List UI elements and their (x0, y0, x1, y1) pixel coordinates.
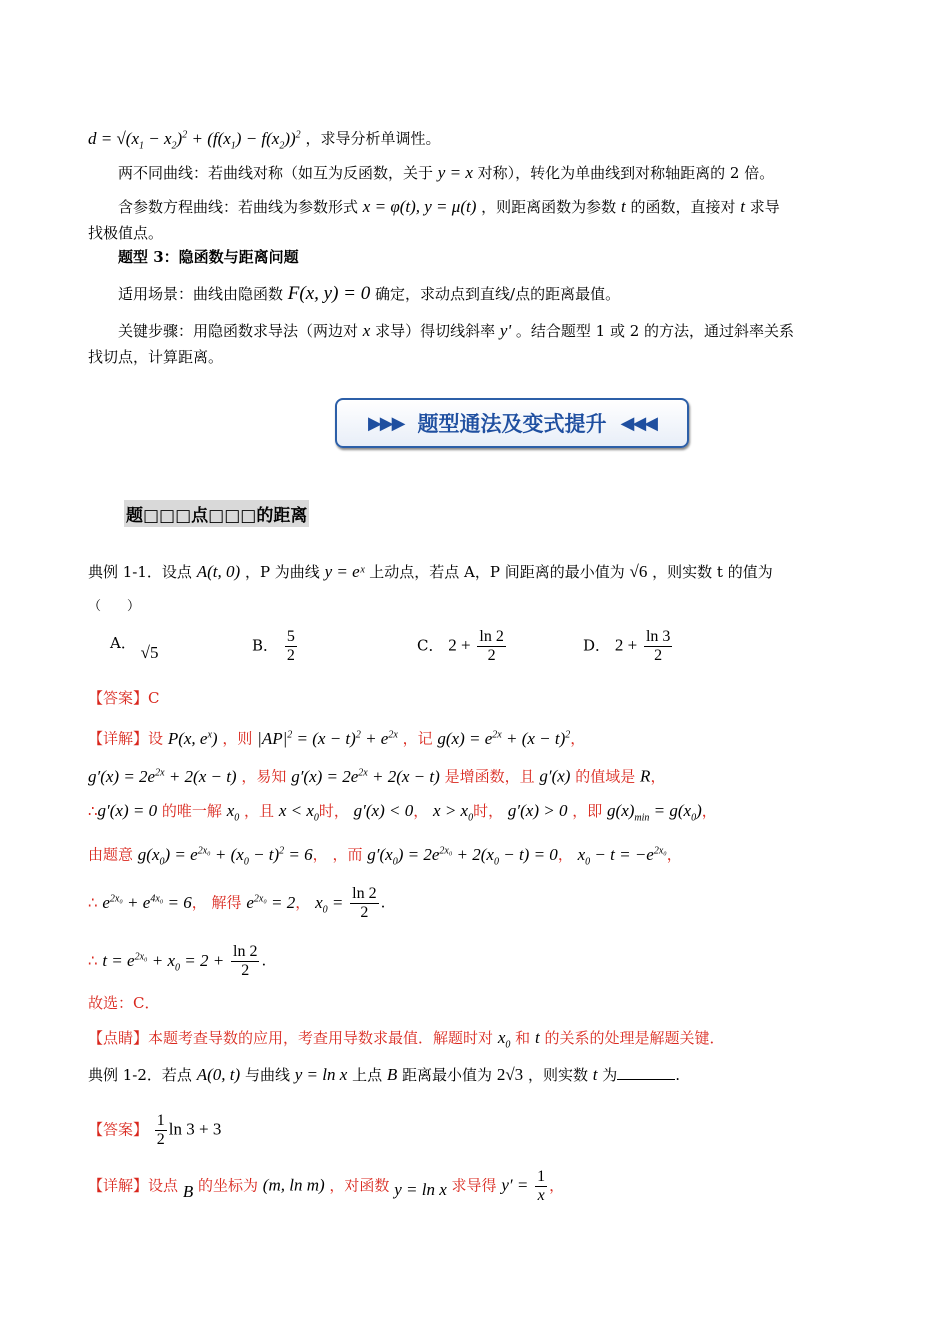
distance-formula-line (88, 124, 440, 157)
den: 2 (654, 647, 663, 664)
text: 解得 (211, 893, 242, 912)
math: $x_0$ = (315, 892, 344, 915)
tag: 【答案】 (88, 1120, 149, 1139)
math: t (534, 1028, 540, 1047)
text: 由题意 (88, 845, 134, 864)
math: $x > x_0$ (433, 801, 474, 824)
ex1-paren: （ ） (88, 599, 141, 614)
text: . (675, 1066, 681, 1084)
math: A(0, t) (196, 1065, 241, 1084)
fraction (155, 1112, 167, 1149)
num: 5 (286, 628, 295, 645)
text: 距离最小值为 (402, 1066, 493, 1084)
math: R (640, 766, 651, 786)
text: 时， (473, 802, 504, 820)
math: t (620, 197, 626, 216)
right-arrows-icon: ◀◀◀ (620, 412, 657, 434)
text: ，易知 (241, 767, 287, 786)
num: ln 2 (479, 628, 504, 645)
text: 。结合题型 1 或 2 的方法，通过斜率关系 (515, 322, 795, 340)
option-c (417, 628, 508, 665)
math: $g(x) = e^{2x} + (x - t)^2$ (437, 728, 571, 748)
math: y = ln x (394, 1179, 447, 1199)
option-pre: 2 + (614, 635, 638, 655)
den: 2 (156, 1131, 165, 1148)
math: $g'(x_0) = 2e^{2x_0} + 2(x_0 - t) = 0$ (367, 844, 558, 868)
den: 2 (487, 647, 496, 664)
math: B (386, 1065, 398, 1084)
fraction (285, 628, 297, 665)
text: ，即 (572, 802, 603, 820)
text: ，对函数 (329, 1176, 390, 1195)
math: y′ = (501, 1175, 529, 1195)
left-arrows-icon: ▶▶▶ (367, 412, 404, 434)
distance-formula: $d = √(x_1 - x_2)^2 + (f(x_1) - f(x_2))^2$ (88, 128, 301, 152)
num: ln 3 (645, 628, 671, 645)
text: 关键步骤：用隐函数求导法（两边对 (118, 322, 359, 340)
key-line (118, 320, 794, 342)
math: B (182, 1181, 194, 1201)
text: 求导 (749, 198, 780, 216)
text: ，而 (332, 845, 363, 864)
text: ，P 为曲线 (244, 563, 320, 581)
math: $g(x)_{min} = g(x_0)$ (607, 801, 702, 824)
math: y = eˣ (324, 562, 365, 581)
math: P(x, $e^x$) (167, 728, 218, 748)
math: x (362, 321, 371, 340)
type3-title: 题型 3：隐函数与距离问题 (118, 248, 299, 266)
text: 两不同曲线：若曲线对称（如互为反函数，关于 (118, 164, 434, 182)
math: x = φ(t), y = μ(t) (362, 197, 477, 216)
formula-tail: ，求导分析单调性。 (305, 129, 441, 148)
math: $x_0$ (497, 1028, 511, 1051)
text: 时， (318, 802, 349, 820)
banner-title: 题型通法及变式提升 (417, 412, 607, 436)
ex2-answer (88, 1112, 221, 1149)
text: 含参数方程曲线：若曲线为参数形式 (118, 198, 359, 216)
option-d (583, 628, 674, 665)
param-line (118, 196, 780, 218)
answer: C (148, 689, 160, 707)
math: $g(x_0) = e^{2x_0} + (x_0 - t)^2 = 6$ (137, 844, 313, 868)
math: g′(x) > 0 (507, 801, 568, 820)
text: ， (549, 1176, 565, 1195)
math: $e^{2x_0} = 2$ (246, 892, 296, 912)
option-label: B． (252, 636, 279, 655)
text: 典例 1-2．若点 (88, 1066, 192, 1084)
math: $g'(x) = 2e^{2x} + 2(x - t)$ (291, 766, 440, 786)
option-label: D． (583, 636, 611, 655)
ex1-answer (88, 687, 160, 709)
text: 的值域是 (575, 767, 636, 786)
tag: 【点睛】 (88, 1029, 149, 1047)
text: ，且 (244, 802, 275, 820)
text: 的函数，直接对 (630, 198, 736, 216)
fraction: $\frac{1}{x}$ (537, 1168, 546, 1204)
option-label: A． (110, 634, 136, 652)
text: 适用场景：曲线由隐函数 (118, 285, 284, 303)
ex2-stem: 典例 1-2．若点 A(0, t) 与曲线 y = ln x 上点 B 距离最小值为 2√3 ，则实数 t 为 . (88, 1065, 681, 1084)
section-banner (335, 398, 689, 448)
scene-line (118, 283, 620, 305)
text: ，则实数 t 的值为 (652, 563, 773, 581)
text: 的关系的处理是解题关键． (544, 1029, 725, 1047)
option-value: √5 (140, 643, 159, 662)
option-b (252, 628, 299, 665)
option-a (110, 632, 159, 662)
text: ，则 (222, 729, 253, 748)
ex2-detail-1 (88, 1168, 564, 1205)
fraction: $\frac{\ln 2}{2}$ (233, 943, 258, 979)
text: 是增函数，且 (444, 767, 535, 786)
answer: ln 3 + 3 (168, 1119, 222, 1139)
param-line-2: 找极值点。 (88, 224, 164, 242)
math: g′(x) < 0 (353, 801, 414, 820)
math: $x < x_0$ (278, 801, 319, 824)
math: t (740, 197, 745, 216)
ex1-detail-6: ∴ $t = e^{2x_0} + x_0 = 2$ + $\frac{\ln 2}{2}$ . (88, 943, 267, 979)
ex1-detail-2: $g'(x) = 2e^{2x} + 2(x - t)$ ，易知 $g'(x) = 2e^{2x} + 2(x - t)$ 是增函数，且 g′(x) 的值域是 R， (88, 766, 666, 786)
text: 求导得 (451, 1176, 497, 1195)
text: 典例 1-1．设点 (88, 563, 192, 581)
math: (m, ln m) (262, 1175, 325, 1195)
text: 设 (148, 729, 164, 748)
text: 对称），转化为单曲线到对称轴距离的 2 倍。 (477, 164, 775, 182)
two-curves-line (118, 162, 774, 184)
text: ，记 (402, 729, 433, 748)
tag: 【详解】 (88, 1176, 149, 1195)
math: $x_0$ (226, 801, 240, 824)
ex1-detail-4: 由题意 $g(x_0) = e^{2x_0} + (x_0 - t)^2 = 6$， ，而 $g'(x_0) = 2e^{2x_0} + 2(x_0 - t) = 0$， $x_0 - t = -e^{2x_0}$， (88, 844, 682, 868)
tag: 【答案】 (88, 689, 149, 707)
fraction (644, 628, 672, 665)
math: $g'(x) = 2e^{2x} + 2(x - t)$ (88, 766, 237, 786)
math: y = ln x (294, 1065, 348, 1084)
math: $t = e^{2x_0} + x_0 = 2$ + (102, 950, 225, 973)
text: 和 (515, 1029, 531, 1047)
text: 与曲线 (244, 1066, 290, 1084)
ex1-detail-1: 【详解】设 P(x, $e^x$) ，则 $|AP|^2 = (x - t)^2 + e^{2x}$ ，记 $g(x) = e^{2x} + (x - t)^2$， (88, 728, 586, 748)
math: y = x (437, 163, 473, 182)
text: 求导）得切线斜率 (375, 322, 496, 340)
text: 上点 (352, 1066, 383, 1084)
math: $|AP|^2 = (x - t)^2 + e^{2x}$ (257, 728, 398, 748)
math: g′(x) = 0 (97, 801, 158, 820)
text: 设点 (148, 1176, 179, 1195)
text: ，则实数 (527, 1066, 588, 1084)
math: F(x, y) = 0 (287, 283, 371, 304)
fraction: $\frac{\ln 2}{2}$ (352, 885, 377, 921)
math: g′(x) (539, 766, 571, 786)
text: 上动点，若点 A，P 间距离的最小值为 (369, 563, 625, 581)
text: 的唯一解 (161, 802, 222, 820)
ex1-conclusion: 故选：C． (88, 994, 160, 1012)
answer-blank[interactable] (617, 1079, 675, 1080)
text: 本题考查导数的应用，考查用导数求最值．解题时对 (148, 1029, 494, 1047)
math: y' (499, 321, 512, 340)
text: ，则距离函数为参数 (481, 198, 617, 216)
text: 为 (602, 1066, 618, 1084)
ex1-stem (88, 561, 773, 583)
ex1-detail-5: ∴ $e^{2x_0} + e^{4x_0} = 6$， 解得 $e^{2x_0} = 2$， $x_0$ = $\frac{\ln 2}{2}$ . (88, 885, 386, 921)
option-pre: 2 + (448, 635, 471, 655)
math: $e^{2x_0} + e^{4x_0} = 6$ (102, 892, 192, 912)
ex1-comment (88, 1027, 724, 1056)
option-label: C． (417, 636, 444, 655)
text: 的坐标为 (197, 1176, 258, 1195)
num: 1 (156, 1112, 165, 1129)
math: $x_0 - t = -e^{2x_0}$ (577, 844, 667, 868)
text: 确定，求动点到直线/点的距离最值。 (375, 285, 621, 303)
ex1-detail-3: ∴g′(x) = 0 的唯一解 $x_0$ ，且 $x < x_0$时， g′(x) < 0， $x > x_0$时， g′(x) > 0 ，即 $g(x)_{min} = g(x_0)$， (88, 801, 717, 824)
math: 2√3 (496, 1065, 524, 1084)
section-title: 题□□□点□□□的距离 (124, 500, 309, 527)
math: √6 (629, 562, 648, 581)
tag: 【详解】 (88, 729, 149, 748)
key-line-2: 找切点，计算距离。 (88, 348, 224, 366)
math: A(t, 0) (196, 562, 241, 581)
fraction (477, 628, 505, 665)
den: 2 (286, 647, 295, 664)
